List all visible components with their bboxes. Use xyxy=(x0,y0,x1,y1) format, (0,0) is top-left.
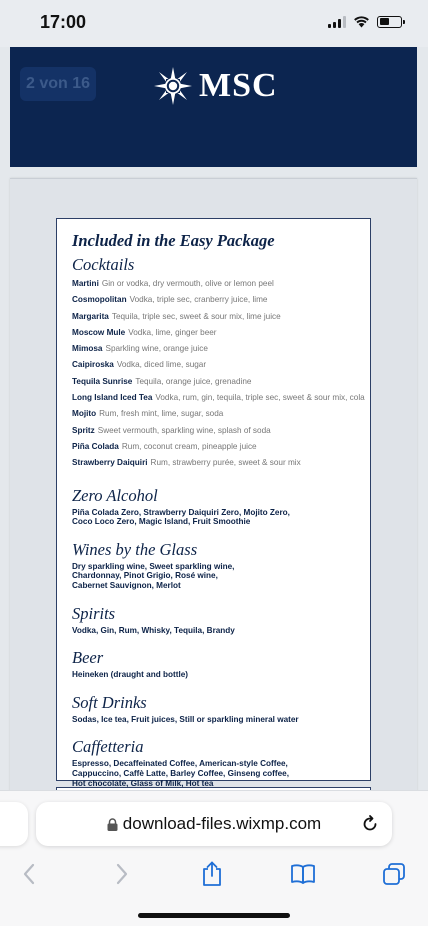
msc-logo xyxy=(153,66,278,106)
lock-icon xyxy=(107,818,118,831)
back-button[interactable] xyxy=(14,859,44,889)
cocktail-name: Strawberry Daiquiri xyxy=(72,458,148,468)
cocktail-ingredients: Rum, strawberry purée, sweet & sour mix xyxy=(150,458,301,468)
soft-drinks-section xyxy=(72,693,355,725)
tabs-button[interactable] xyxy=(379,859,409,889)
page-counter: 2 von 16 xyxy=(20,67,96,101)
zero-alcohol-section xyxy=(72,486,355,527)
cocktails-heading: Cocktails xyxy=(72,255,135,274)
wines-line: Cabernet Sauvignon, Merlot xyxy=(72,580,181,590)
cocktail-name: Cosmopolitan xyxy=(72,295,127,305)
cocktail-name: Caipiroska xyxy=(72,360,114,370)
cocktail-item xyxy=(72,391,365,407)
cocktail-item xyxy=(72,456,355,472)
cocktail-item xyxy=(72,424,355,440)
cocktail-name: Mojito xyxy=(72,409,97,419)
browser-toolbar xyxy=(0,855,428,895)
cocktail-ingredients: Rum, fresh mint, lime, sugar, soda xyxy=(99,409,224,419)
beer-items xyxy=(72,670,355,680)
bookmarks-button[interactable] xyxy=(288,859,318,889)
previous-tab-peek[interactable] xyxy=(0,802,28,846)
cocktail-item xyxy=(72,407,355,423)
reload-icon[interactable] xyxy=(360,814,380,834)
battery-icon xyxy=(377,16,402,28)
bookmarks-icon xyxy=(290,863,316,885)
beer-heading: Beer xyxy=(72,648,104,668)
browser-bar xyxy=(0,790,428,926)
cocktail-item xyxy=(72,342,355,358)
spirits-items xyxy=(72,626,355,636)
battery-level xyxy=(380,18,390,25)
cocktail-ingredients: Tequila, triple sec, sweet & sour mix, lime juice xyxy=(111,311,281,321)
tabs-icon xyxy=(382,862,406,886)
share-button[interactable] xyxy=(197,859,227,889)
status-time: 17:00 xyxy=(40,12,87,32)
cocktail-item xyxy=(72,277,355,293)
caffetteria-items xyxy=(72,759,355,788)
wines-section xyxy=(72,540,355,591)
menu-card xyxy=(56,218,371,788)
cocktail-name: Long Island Iced Tea xyxy=(72,393,153,403)
cocktail-ingredients: Vodka, rum, gin, tequila, triple sec, sweet & sour mix, cola xyxy=(155,393,365,403)
spirits-line: Vodka, Gin, Rum, Whisky, Tequila, Brandy xyxy=(72,625,235,635)
caffetteria-line: Espresso, Decaffeinated Coffee, American-style Coffee, xyxy=(72,759,288,769)
cocktail-list xyxy=(72,277,365,473)
caffetteria-line: Cappuccino, Caffè Latte, Barley Coffee, Ginseng coffee, xyxy=(72,768,290,778)
zero-alcohol-line: Coco Loco Zero, Magic Island, Fruit Smoothie xyxy=(72,517,251,527)
address-bar[interactable] xyxy=(36,802,392,846)
menu-title: Included in the Easy Package xyxy=(72,231,275,250)
zero-alcohol-heading: Zero Alcohol xyxy=(72,485,158,505)
msc-wordmark: MSC xyxy=(199,67,278,104)
status-icons xyxy=(328,15,402,28)
cocktail-ingredients: Rum, coconut cream, pineapple juice xyxy=(121,441,257,451)
caffetteria-section xyxy=(72,737,355,788)
cocktail-ingredients: Sweet vermouth, sparkling wine, splash of soda xyxy=(97,425,271,435)
cocktail-name: Mimosa xyxy=(72,344,103,354)
cocktail-ingredients: Vodka, triple sec, cranberry juice, lime xyxy=(129,295,268,305)
msc-header xyxy=(10,47,417,167)
zero-alcohol-line: Piña Colada Zero, Strawberry Daiquiri Zero, Mojito Zero, xyxy=(72,507,290,517)
cocktail-item xyxy=(72,358,355,374)
soft-drinks-line: Sodas, Ice tea, Fruit juices, Still or sparkling mineral water xyxy=(72,714,299,724)
url-text[interactable]: download-files.wixmp.com xyxy=(122,814,322,833)
url-group[interactable] xyxy=(36,802,392,846)
wines-line: Dry sparkling wine, Sweet sparkling wine, xyxy=(72,561,235,571)
cocktail-ingredients: Sparkling wine, orange juice xyxy=(105,344,208,354)
wines-heading: Wines by the Glass xyxy=(72,539,198,559)
soft-drinks-heading: Soft Drinks xyxy=(72,692,147,712)
back-icon xyxy=(22,863,36,885)
home-indicator[interactable] xyxy=(138,913,290,918)
forward-button[interactable] xyxy=(107,859,137,889)
spirits-section xyxy=(72,604,355,636)
cocktail-name: Margarita xyxy=(72,311,109,321)
cocktail-ingredients: Vodka, lime, ginger beer xyxy=(128,327,217,337)
beer-line: Heineken (draught and bottle) xyxy=(72,670,188,680)
wines-items xyxy=(72,562,355,591)
cocktail-ingredients: Tequila, orange juice, grenadine xyxy=(135,376,252,386)
zero-alcohol-items xyxy=(72,508,355,527)
cocktail-ingredients: Vodka, diced lime, sugar xyxy=(116,360,207,370)
cocktail-name: Piña Colada xyxy=(72,441,119,451)
cocktail-item xyxy=(72,326,355,342)
cocktail-item xyxy=(72,293,355,309)
beer-section xyxy=(72,648,355,680)
status-bar xyxy=(0,0,428,47)
cocktail-name: Tequila Sunrise xyxy=(72,376,133,386)
soft-drinks-items xyxy=(72,715,355,725)
cocktail-ingredients: Gin or vodka, dry vermouth, olive or lemon peel xyxy=(101,279,274,288)
cocktail-item xyxy=(72,310,355,326)
cocktail-item xyxy=(72,375,355,391)
cocktail-item xyxy=(72,440,355,456)
forward-icon xyxy=(115,863,129,885)
wifi-icon xyxy=(353,15,370,28)
caffetteria-heading: Caffetteria xyxy=(72,737,144,757)
cellular-signal-icon xyxy=(328,16,346,28)
cocktail-name: Martini xyxy=(72,279,99,288)
share-icon xyxy=(201,861,223,887)
document-page[interactable] xyxy=(10,178,417,818)
spirits-heading: Spirits xyxy=(72,603,116,623)
caffetteria-line: Hot chocolate, Glass of Milk, Hot tea xyxy=(72,778,214,788)
cocktail-name: Moscow Mule xyxy=(72,327,126,337)
wines-line: Chardonnay, Pinot Grigio, Rosé wine, xyxy=(72,571,218,581)
cocktail-name: Spritz xyxy=(72,425,95,435)
compass-rose-icon xyxy=(153,66,193,106)
